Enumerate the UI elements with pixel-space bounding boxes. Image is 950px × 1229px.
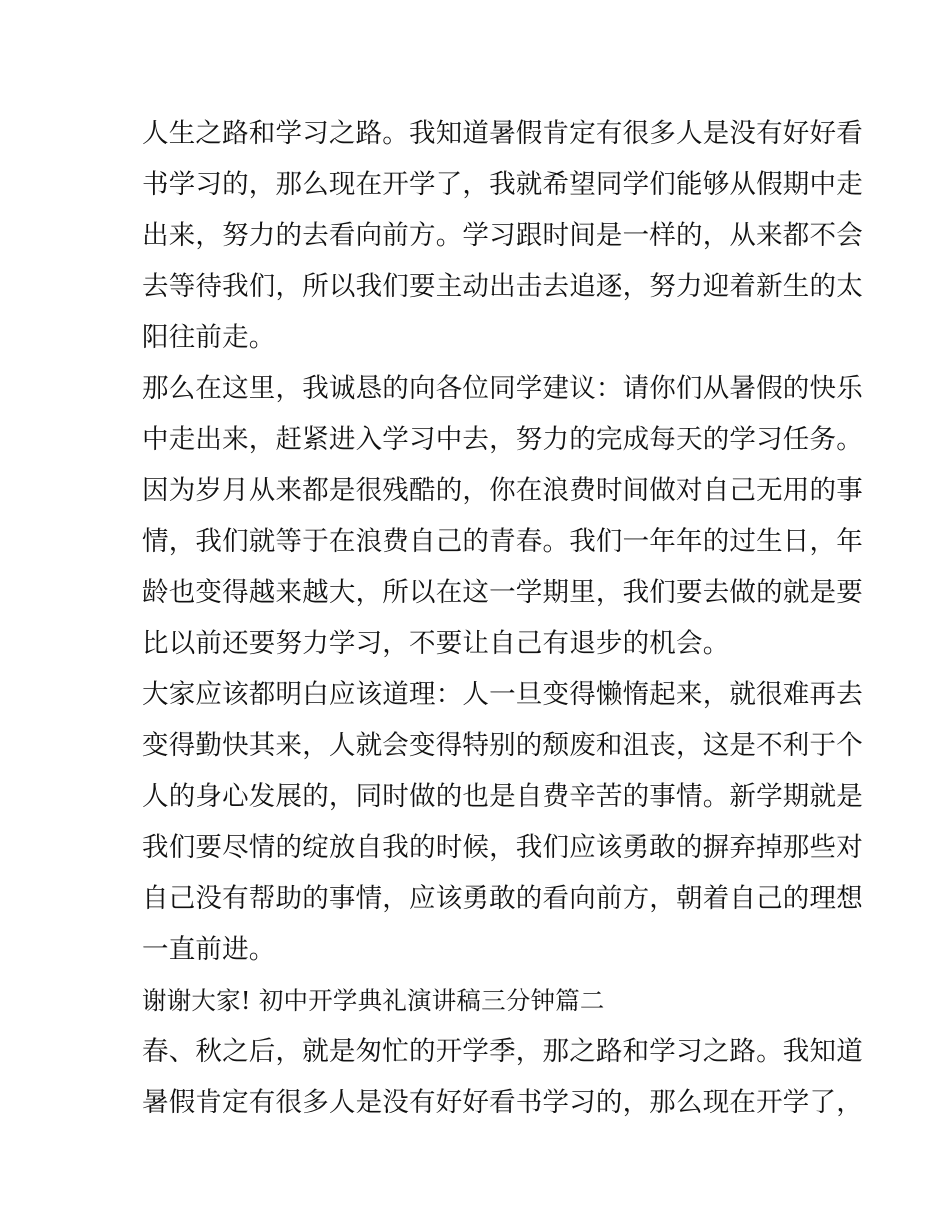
text-line: 那么在这里，我诚恳的向各位同学建议：请你们从暑假的快乐 <box>142 373 863 404</box>
text-line: 书学习的，那么现在开学了，我就希望同学们能够从假期中走 <box>142 169 863 200</box>
text-line: 因为岁月从来都是很残酷的，你在浪费时间做对自己无用的事 <box>142 475 863 506</box>
text-line: 我们要尽情的绽放自我的时候，我们应该勇敢的摒弃掉那些对 <box>142 832 863 863</box>
text-line: 人生之路和学习之路。我知道暑假肯定有很多人是没有好好看 <box>142 118 863 149</box>
text-line: 情，我们就等于在浪费自己的青春。我们一年年的过生日，年 <box>142 526 863 557</box>
body-text <box>142 108 863 1128</box>
text-line: 比以前还要努力学习，不要让自己有退步的机会。 <box>142 628 730 659</box>
section-heading: 谢谢大家! 初中开学典礼演讲稿三分钟篇二 <box>142 986 605 1015</box>
text-line: 自己没有帮助的事情，应该勇敢的看向前方，朝着自己的理想 <box>142 883 863 914</box>
text-line: 龄也变得越来越大，所以在这一学期里，我们要去做的就是要 <box>142 577 863 608</box>
text-line: 出来，努力的去看向前方。学习跟时间是一样的，从来都不会 <box>142 220 863 251</box>
text-line: 人的身心发展的，同时做的也是自费辛苦的事情。新学期就是 <box>142 781 863 812</box>
text-line: 暑假肯定有很多人是没有好好看书学习的，那么现在开学了， <box>142 1087 863 1118</box>
text-line: 阳往前走。 <box>142 322 276 353</box>
text-line: 春、秋之后，就是匆忙的开学季，那之路和学习之路。我知道 <box>142 1036 863 1067</box>
text-line: 大家应该都明白应该道理：人一旦变得懒惰起来，就很难再去 <box>142 679 863 710</box>
text-line: 去等待我们，所以我们要主动出击去追逐，努力迎着新生的太 <box>142 271 863 302</box>
text-line: 中走出来，赶紧进入学习中去，努力的完成每天的学习任务。 <box>142 424 863 455</box>
text-line: 变得勤快其来，人就会变得特别的颓废和沮丧，这是不利于个 <box>142 730 863 761</box>
text-line: 一直前进。 <box>142 934 276 965</box>
